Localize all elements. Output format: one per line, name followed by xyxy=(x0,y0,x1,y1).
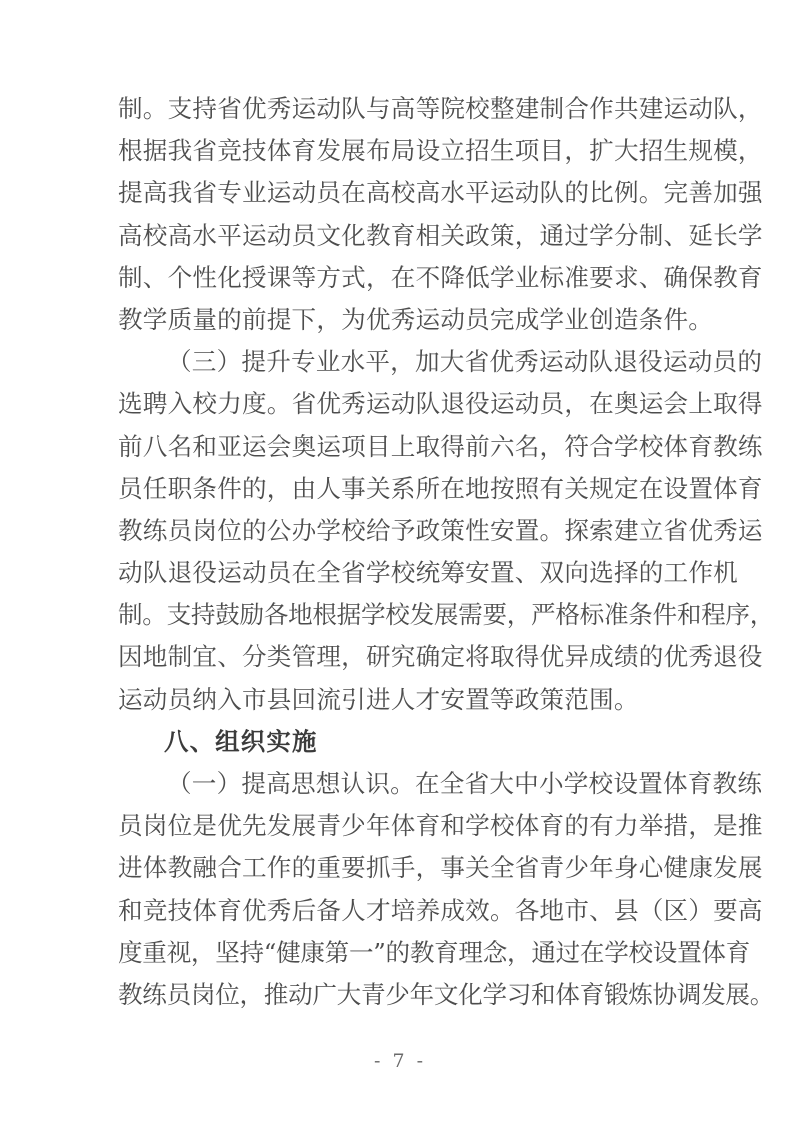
text-line: 度 重 视 ， 坚 持 “ 健 康 第 一 ” 的 教 育 理 念 ， 通 过 在 学 校 设 置 体 育 xyxy=(118,937,750,967)
text-line: 员 任 职 条 件 的 ， 由 人 事 关 系 所 在 地 按 照 有 关 规 定 在 设 置 体 育 xyxy=(118,473,763,503)
text-line: 前 八 名 和 亚 运 会 奥 运 项 目 上 取 得 前 六 名 ， 符 合 学 校 体 育 教 练 xyxy=(118,431,763,461)
text-line: 提 高 我 省 专 业 运 动 员 在 高 校 高 水 平 运 动 队 的 比 例 。 完 善 加 强 xyxy=(118,178,763,208)
text-line: 教 练 员 岗 位 ， 推 动 广 大 青 少 年 文 化 学 习 和 体 育 锻 炼 协 调 发 展 。 xyxy=(118,979,775,1009)
text-line: 员 岗 位 是 优 先 发 展 青 少 年 体 育 和 学 校 体 育 的 有 力 举 措 ， 是 推 xyxy=(118,811,763,841)
text-line: 制 、 个 性 化 授 课 等 方 式 ， 在 不 降 低 学 业 标 准 要 求 、 确 保 教 育 xyxy=(118,262,763,292)
text-line: 因 地 制 宜 、 分 类 管 理 ， 研 究 确 定 将 取 得 优 异 成 绩 的 优 秀 退 役 xyxy=(118,642,763,672)
text-line: 制 。 支 持 鼓 励 各 地 根 据 学 校 发 展 需 要 ， 严 格 标 准 条 件 和 程 序 ， xyxy=(118,600,775,630)
text-line: （ 三 ） 提 升 专 业 水 平 ， 加 大 省 优 秀 运 动 队 退 役 运 动 员 的 xyxy=(167,347,763,377)
text-line: （ 一 ） 提 高 思 想 认 识 。 在 全 省 大 中 小 学 校 设 置 体 育 教 练 xyxy=(167,769,763,798)
text-line: 进 体 教 融 合 工 作 的 重 要 抓 手 ， 事 关 全 省 青 少 年 身 心 健 康 发 展 xyxy=(118,853,763,883)
text-line: 教学质量的前提下，为优秀运动员完成学业创造条件。 xyxy=(118,304,714,334)
text-line: 高 校 高 水 平 运 动 员 文 化 教 育 相 关 政 策 ， 通 过 学 分 制 、 延 长 学 xyxy=(118,220,763,250)
page-footer xyxy=(0,1050,800,1072)
text-line: 动 队 退 役 运 动 员 在 全 省 学 校 统 筹 安 置 、 双 向 选 择 的 工 作 机 xyxy=(118,558,738,588)
text-line: 根 据 我 省 竞 技 体 育 发 展 布 局 设 立 招 生 项 目 ， 扩 大 招 生 规 模 ， xyxy=(118,136,763,166)
text-line: 和 竞 技 体 育 优 秀 后 备 人 才 培 养 成 效 。 各 地 市 、 县 （ 区 ） 要 高 xyxy=(118,895,763,925)
text-line: 制 。 支 持 省 优 秀 运 动 队 与 高 等 院 校 整 建 制 合 作 共 建 运 动 队 ， xyxy=(118,94,763,123)
text-line: 选 聘 入 校 力 度 。 省 优 秀 运 动 队 退 役 运 动 员 ， 在 奥 运 会 上 取 得 xyxy=(118,389,763,419)
text-line: 运动员纳入市县回流引进人才安置等政策范围。 xyxy=(118,684,639,714)
section-heading: 八、组织实施 xyxy=(164,726,318,756)
text-line: 教 练 员 岗 位 的 公 办 学 校 给 予 政 策 性 安 置 。 探 索 建 立 省 优 秀 运 xyxy=(118,515,763,545)
page-number: - 7 - xyxy=(373,1050,426,1072)
document-text-body xyxy=(118,88,775,1016)
